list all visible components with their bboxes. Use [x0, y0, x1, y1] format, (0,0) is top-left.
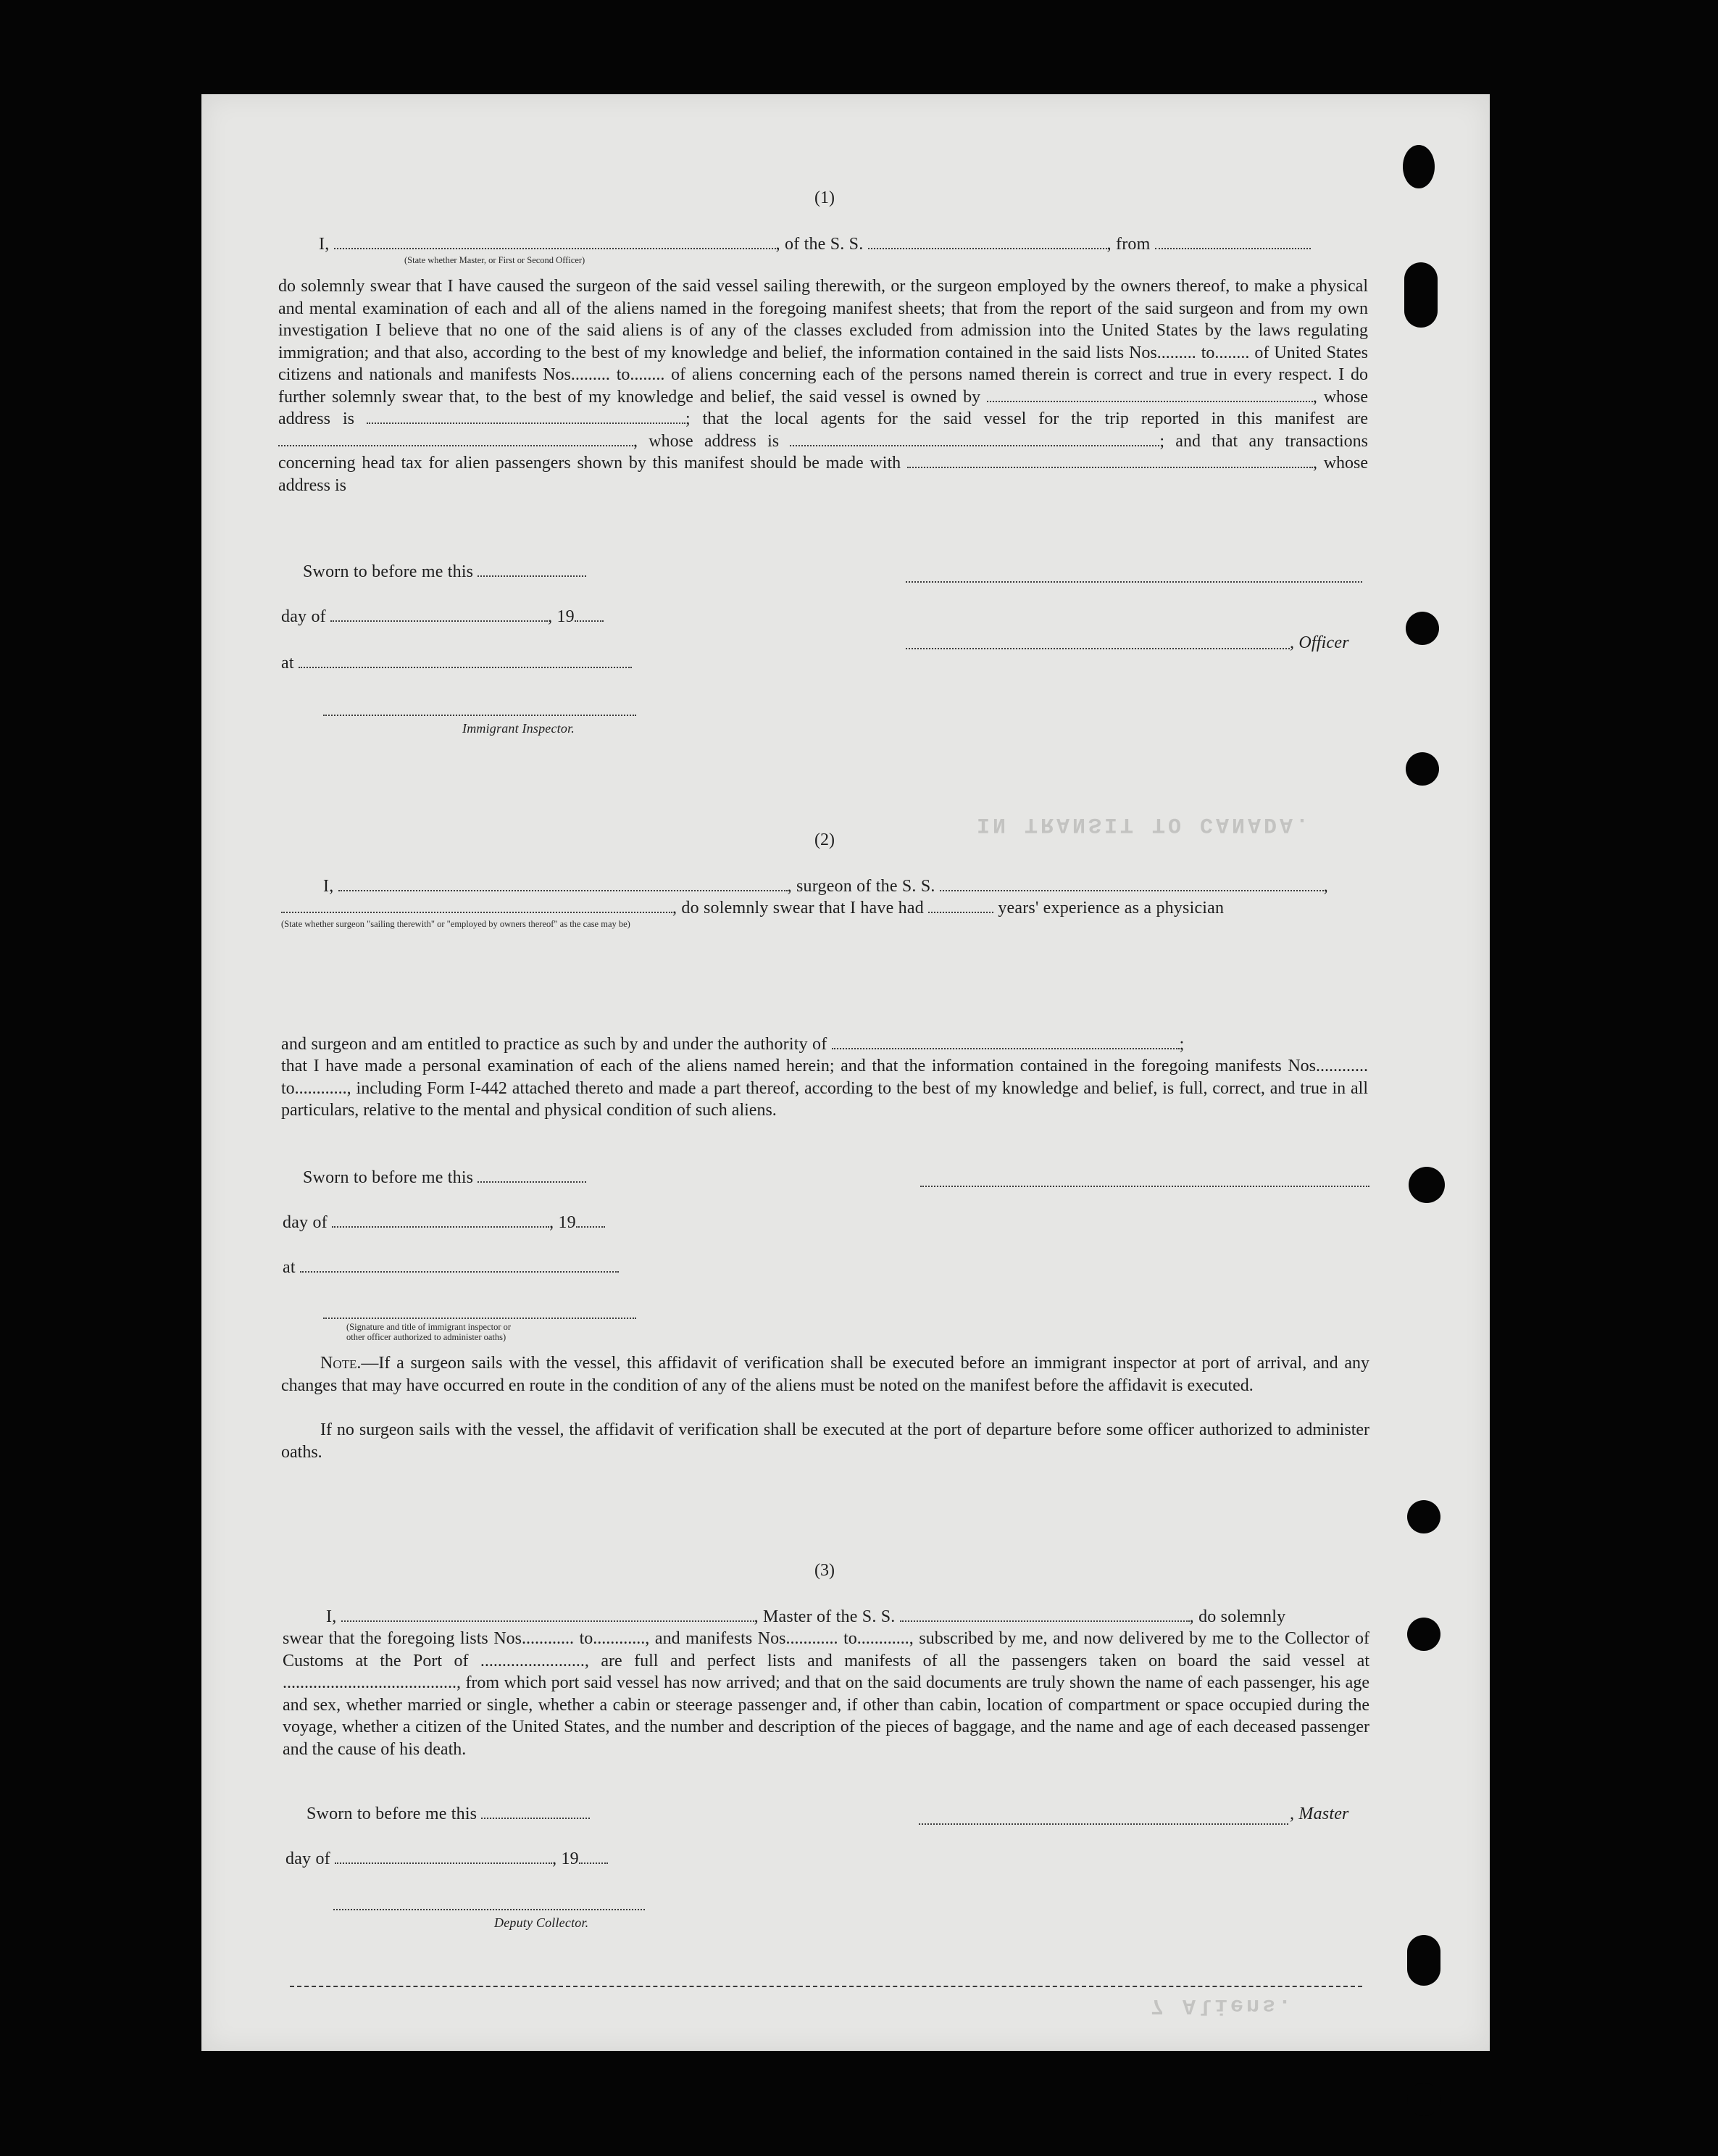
- master-of-label: , Master of the S. S.: [754, 1607, 896, 1626]
- sworn-day-field[interactable]: [478, 561, 586, 577]
- at-field[interactable]: [299, 652, 632, 668]
- sworn-day-field[interactable]: [478, 1167, 586, 1183]
- deputy-label: Deputy Collector.: [494, 1915, 589, 1930]
- punch-hole: [1403, 145, 1435, 188]
- surgeon-note: (State whether surgeon "sailing therewith" or "employed by owners thereof" as the case may be): [281, 919, 630, 929]
- section-2-number: (2): [814, 831, 835, 849]
- signature-note: other officer authorized to administer oaths): [346, 1332, 506, 1342]
- month-field[interactable]: [335, 1848, 552, 1864]
- officer-name-field[interactable]: [334, 233, 776, 249]
- i-label: I,: [326, 1607, 337, 1626]
- owner-address-field[interactable]: [367, 408, 685, 424]
- sworn-line-2: [303, 1167, 586, 1189]
- i-label: I,: [323, 877, 334, 896]
- head-tax-text: ; and that any transactions concerning head tax for alien: [278, 431, 1369, 473]
- head-tax-agent-field[interactable]: [907, 452, 1313, 468]
- officer-signature-line[interactable]: [906, 581, 1362, 583]
- year-field[interactable]: [579, 1848, 608, 1864]
- of-ss-label: , of the S. S.: [775, 235, 864, 254]
- day-of-line-2: [283, 1212, 605, 1233]
- surgeon-status-field[interactable]: [281, 897, 672, 913]
- section-1-oath-line: [319, 233, 1311, 255]
- day-of-line-1: [281, 606, 604, 628]
- sworn-line-3: [307, 1803, 590, 1825]
- authority-field[interactable]: [832, 1033, 1180, 1049]
- sworn-line-1: [303, 561, 586, 583]
- section-2-oath-line: I, , surgeon of the S. S. ,: [323, 877, 1328, 896]
- punch-hole: [1407, 2083, 1440, 2116]
- bleed-through-text: 7 Aliens.: [1151, 1993, 1295, 2018]
- section-3-oath-line: [326, 1606, 1285, 1628]
- years-field[interactable]: [928, 897, 993, 913]
- section-1-paragraph: do solemnly swear that I have caused the surgeon of the said vessel sailing therewith, or the surgeon employed by the owners thereof, to make a physical and mental examination of each and all of the aliens named in the foregoing manifest sheets; that from the report of the said surgeon and from my own investigation I believe that no one of the said aliens is of any of the classes excluded from admission into the United States by the laws regulating immigration; and that also, according to the best of my knowledge and belief, the information contained in the said lists Nos......... to........ of United States citizens and nationals and manifests Nos......... to........ of aliens concerning each of the persons named therein is correct and true in every respect. I do further solemnly swear that, to the best of my knowledge and belief, the said vessel is owned by , whose address is ; that the local agents for the said vessel for the trip reported in this manifest are , whose address is ; and that any transactions concerning head tax for alien passengers shown by this manifest should be made with , whose address is: [278, 277, 1369, 495]
- year-label: , 19: [552, 1849, 579, 1868]
- note-text: —If a surgeon sails with the vessel, this affidavit of verification shall be executed before an immigrant inspector at port of arrival, and any changes that may have occurred en route in the condition of any of the aliens must be noted on the manifest before the affidavit is executed.: [281, 1354, 1369, 1395]
- authority-label: and surgeon and am entitled to practice as such by and under the authority of: [281, 1035, 827, 1054]
- local-agents-text: that the local agents for the said vessel for the trip reported in this manifest are: [702, 409, 1369, 428]
- punch-hole: [1407, 1935, 1440, 1986]
- day-of-label: day of: [281, 607, 326, 626]
- sworn-label: Sworn to before me this: [307, 1805, 478, 1823]
- month-field[interactable]: [332, 1212, 549, 1228]
- inspector-label: Immigrant Inspector.: [462, 721, 575, 736]
- note-paragraph-2: If no surgeon sails with the vessel, the affidavit of verification shall be executed at the port of departure before some officer authorized to administer oaths.: [281, 1420, 1369, 1462]
- agent-address-label: whose address is: [649, 431, 780, 451]
- sworn-label: Sworn to before me this: [303, 562, 474, 581]
- section-1-number: (1): [814, 188, 835, 207]
- signature-note: (Signature and title of immigrant inspector or: [346, 1322, 512, 1332]
- year-label: , 19: [548, 607, 575, 626]
- punch-hole: [1409, 1167, 1445, 1203]
- section-3-paragraph: swear that the foregoing lists Nos............ to............, and manifests Nos............ to............, subscribed by me, and now delivered by me to the Collector of Customs at the Port of ........................, are full and perfect lists and manifests of all the passengers taken on board the said vessel at ........................................, from which port said vessel has now arrived; and that on the said documents are truly shown the name of each passenger, his age and sex, whether married or single, whether a cabin or steerage passenger and, if other than cabin, location of compartment or space occupied during the voyage, whether a citizen of the United States, and the number and description of the pieces of baggage, and the name and age of each deceased passenger and the cause of his death.: [283, 1629, 1369, 1759]
- month-field[interactable]: [330, 606, 548, 622]
- manifest-page: [201, 94, 1490, 2051]
- master-label: , Master: [1290, 1805, 1349, 1823]
- punch-hole: [1406, 612, 1439, 645]
- day-of-line-3: [285, 1848, 608, 1870]
- agent-address-field[interactable]: [790, 430, 1159, 446]
- master-name-field[interactable]: [341, 1606, 754, 1622]
- note-paragraph: [281, 1352, 1369, 1397]
- owner-address-label: , whose address is: [278, 387, 1369, 428]
- inspector-signature-line[interactable]: [323, 715, 636, 716]
- punch-hole: [1407, 1618, 1440, 1651]
- bottom-rule: [290, 1986, 1362, 1987]
- note-label: Note.: [320, 1354, 362, 1373]
- day-of-label: day of: [285, 1849, 330, 1868]
- local-agents-field[interactable]: [278, 430, 633, 446]
- do-swear-label: , do solemnly swear that I have had: [672, 899, 924, 917]
- section-2-paragraph: that I have made a personal examination of each of the aliens named herein; and that the information contained in the foregoing manifests Nos............ to............, including Form I-442 attached thereto and made a part thereof, according to the best of my knowledge and belief, is full, correct, and true in all particulars, relative to the mental and physical condition of such aliens.: [281, 1057, 1368, 1120]
- from-port-field[interactable]: [1155, 233, 1311, 249]
- from-label: , from: [1106, 235, 1151, 254]
- at-label: at: [283, 1258, 296, 1277]
- authority-line: and surgeon and am entitled to practice as such by and under the authority of ;: [281, 1035, 1185, 1054]
- vessel-name-field[interactable]: [868, 233, 1107, 249]
- section-1-text: do solemnly swear that I have caused the surgeon of the said vessel sailing therewith, or the surgeon employed by the owners thereof, to make a physical and mental examination of each and all of the aliens named in the foregoing manifest sheets; that from the report of the said surgeon and from my own investigation I believe that no one of the said aliens is of any of the classes excluded from admission into the United States by the laws regulating immigration; and that also, according to the best of my knowledge and belief, the information contained in the said lists Nos......... to........ of United States citizens and nationals and manifests Nos......... to........ of aliens concerning each of the persons named therein is correct and true in every respect. I do further solemnly swear that, to the best of my knowledge and belief, the said vessel is owned by: [278, 277, 1368, 407]
- surgeon-of-label: , surgeon of the S. S.: [787, 877, 935, 896]
- i-label: I,: [319, 235, 330, 254]
- master-signature-line[interactable]: [919, 1823, 1288, 1825]
- passengers-text: passengers shown by this manifest should be made with: [495, 454, 901, 473]
- punch-hole: [1407, 1500, 1440, 1533]
- at-line-2: [283, 1257, 619, 1278]
- vessel-name-field[interactable]: [900, 1606, 1190, 1622]
- sworn-label: Sworn to before me this: [303, 1168, 474, 1187]
- at-line-1: [281, 652, 632, 674]
- year-label: , 19: [549, 1213, 576, 1232]
- at-field[interactable]: [300, 1257, 619, 1273]
- officer-label: , Officer: [1290, 633, 1349, 652]
- owner-field[interactable]: [987, 386, 1313, 402]
- sworn-day-field[interactable]: [481, 1803, 590, 1819]
- officer-note: (State whether Master, or First or Second Officer): [404, 255, 585, 265]
- day-of-label: day of: [283, 1213, 328, 1232]
- do-solemnly-label: , do solemnly: [1189, 1607, 1286, 1626]
- deputy-signature-line[interactable]: [333, 1909, 645, 1910]
- punch-hole: [1404, 262, 1438, 328]
- years-experience-label: years' experience as a physician: [998, 899, 1225, 917]
- section-2-experience-line: [281, 897, 1224, 919]
- head-tax-address-label: , whose address is: [278, 454, 1369, 495]
- surgeon-signature-line[interactable]: [920, 1186, 1369, 1187]
- punch-hole: [1406, 752, 1439, 786]
- vessel-name-field[interactable]: [940, 875, 1324, 891]
- bleed-through-text: IN TRANSIT TO CANADA.: [977, 812, 1312, 836]
- year-field[interactable]: [575, 606, 604, 622]
- officer-title-line[interactable]: [906, 648, 1290, 649]
- inspector-signature-line[interactable]: [323, 1318, 636, 1319]
- section-3-number: (3): [814, 1561, 835, 1580]
- surgeon-name-field[interactable]: [338, 875, 788, 891]
- at-label: at: [281, 654, 294, 673]
- year-field[interactable]: [576, 1212, 605, 1228]
